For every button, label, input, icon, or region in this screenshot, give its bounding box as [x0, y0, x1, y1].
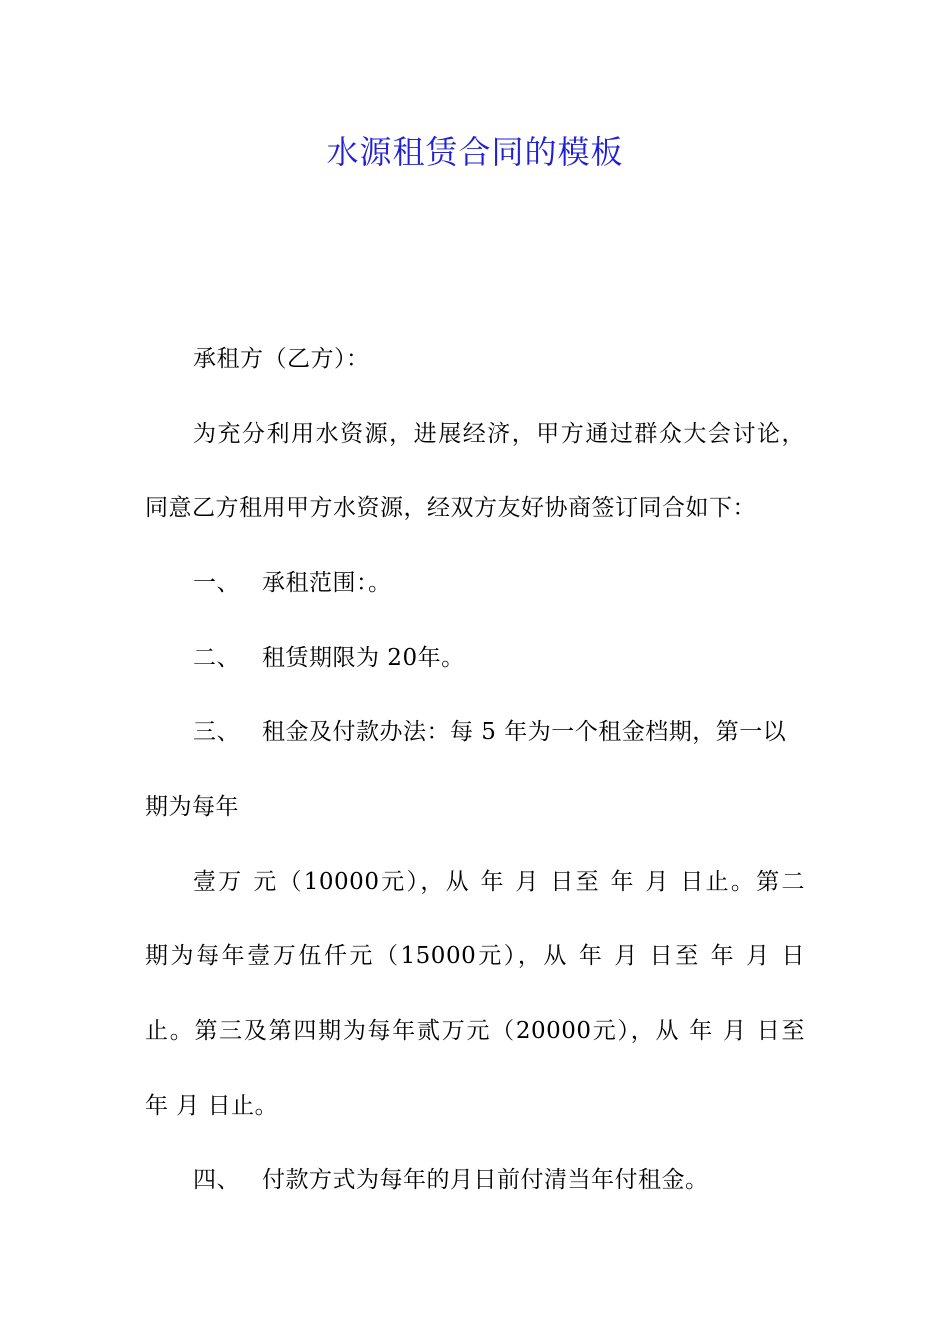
clause-4 [193, 1164, 709, 1196]
document-title: 水源租赁合同的模板 [326, 133, 624, 171]
paragraph-intro-line-2: 同意乙方租用甲方水资源，经双方友好协商签订同合如下： [145, 495, 756, 521]
clause-3-line-4: 期为每年壹万伍仟元（15000元），从 年 月 日至 年 月 日 [145, 943, 805, 969]
clause-text: 租金及付款办法：每 5 年为一个租金档期，第一以 [262, 719, 787, 745]
clause-text: 承租范围：。 [262, 570, 392, 596]
clause-text: 租赁期限为 20年。 [262, 645, 465, 671]
clause-number: 一、 [193, 570, 240, 596]
clause-3-line-5: 止。第三及第四期为每年贰万元（20000元），从 年 月 日至 [145, 1018, 805, 1044]
clause-3-line-6: 年 月 日止。 [145, 1093, 279, 1119]
paragraph-intro-line-1: 为充分利用水资源，进展经济，甲方通过群众大会讨论， [193, 421, 805, 447]
clause-3 [193, 716, 786, 748]
clause-3-line-2: 期为每年 [145, 794, 239, 820]
clause-2 [193, 642, 465, 674]
clause-number: 三、 [193, 719, 240, 745]
clause-number: 四、 [193, 1167, 240, 1193]
clause-3-line-3: 壹万 元（10000元），从 年 月 日至 年 月 日止。第二 [193, 869, 805, 895]
clause-text: 付款方式为每年的月日前付清当年付租金。 [262, 1167, 709, 1193]
clause-1 [193, 567, 392, 599]
paragraph-lessee: 承租方（乙方）： [193, 346, 370, 372]
clause-number: 二、 [193, 645, 240, 671]
